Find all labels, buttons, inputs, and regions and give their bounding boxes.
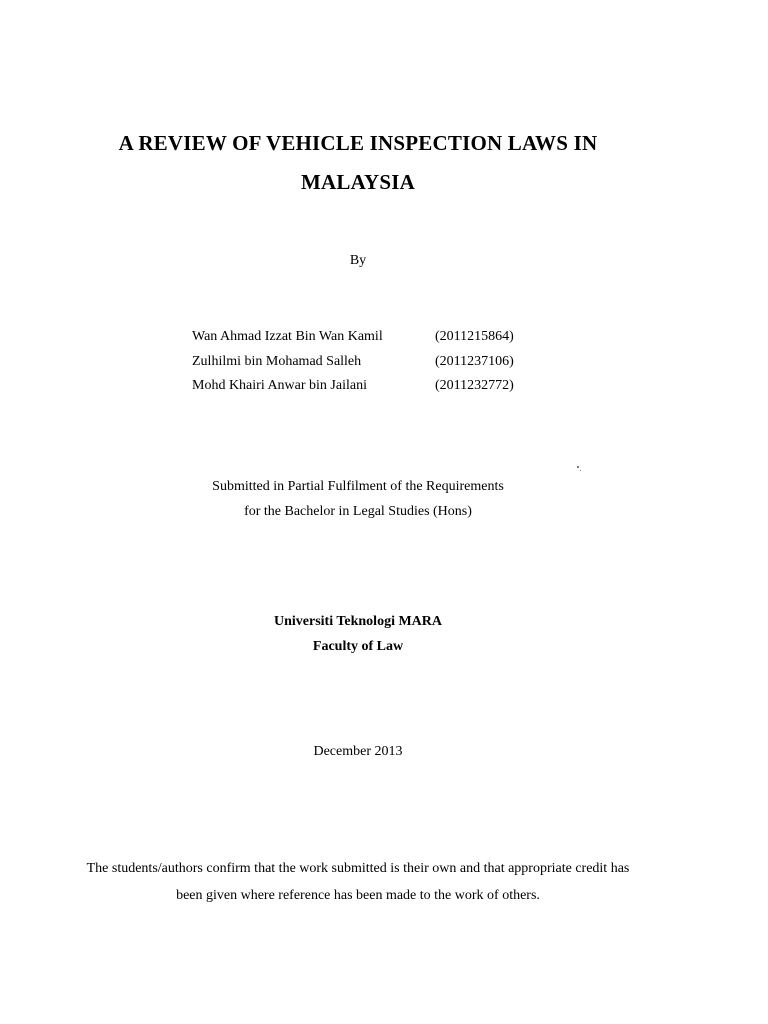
by-label: By [349, 253, 367, 268]
author-student-id: (2011237106) [435, 353, 514, 369]
declaration-line-2: been given where reference has been made to the work of others. [176, 888, 540, 903]
title-line-1: A REVIEW OF VEHICLE INSPECTION LAWS IN [118, 131, 598, 155]
author-row [192, 325, 555, 350]
submission-date: December 2013 [313, 744, 403, 759]
author-list [192, 325, 555, 399]
author-name: Zulhilmi bin Mohamad Salleh [192, 353, 362, 369]
author-row [192, 350, 555, 375]
submission-line-1: Submitted in Partial Fulfilment of the Requirements [212, 479, 504, 494]
institution-block [0, 610, 716, 659]
faculty-name: Faculty of Law [312, 638, 404, 654]
declaration-line-1: The students/authors confirm that the work submitted is their own and that appropriate credit has [86, 861, 630, 876]
author-student-id: (2011232772) [435, 378, 514, 394]
submission-statement [0, 475, 716, 524]
declaration-statement [0, 855, 716, 909]
author-name: Mohd Khairi Anwar bin Jailani [192, 378, 367, 394]
author-row [192, 374, 555, 399]
submission-line-2: for the Bachelor in Legal Studies (Hons) [244, 503, 472, 519]
university-name: Universiti Teknologi MARA [273, 614, 442, 629]
title-line-2: MALAYSIA [300, 170, 415, 194]
author-name: Wan Ahmad Izzat Bin Wan Kamil [192, 329, 383, 345]
scan-speck [580, 470, 581, 471]
author-student-id: (2011215864) [435, 329, 514, 345]
scan-speck [577, 466, 579, 468]
